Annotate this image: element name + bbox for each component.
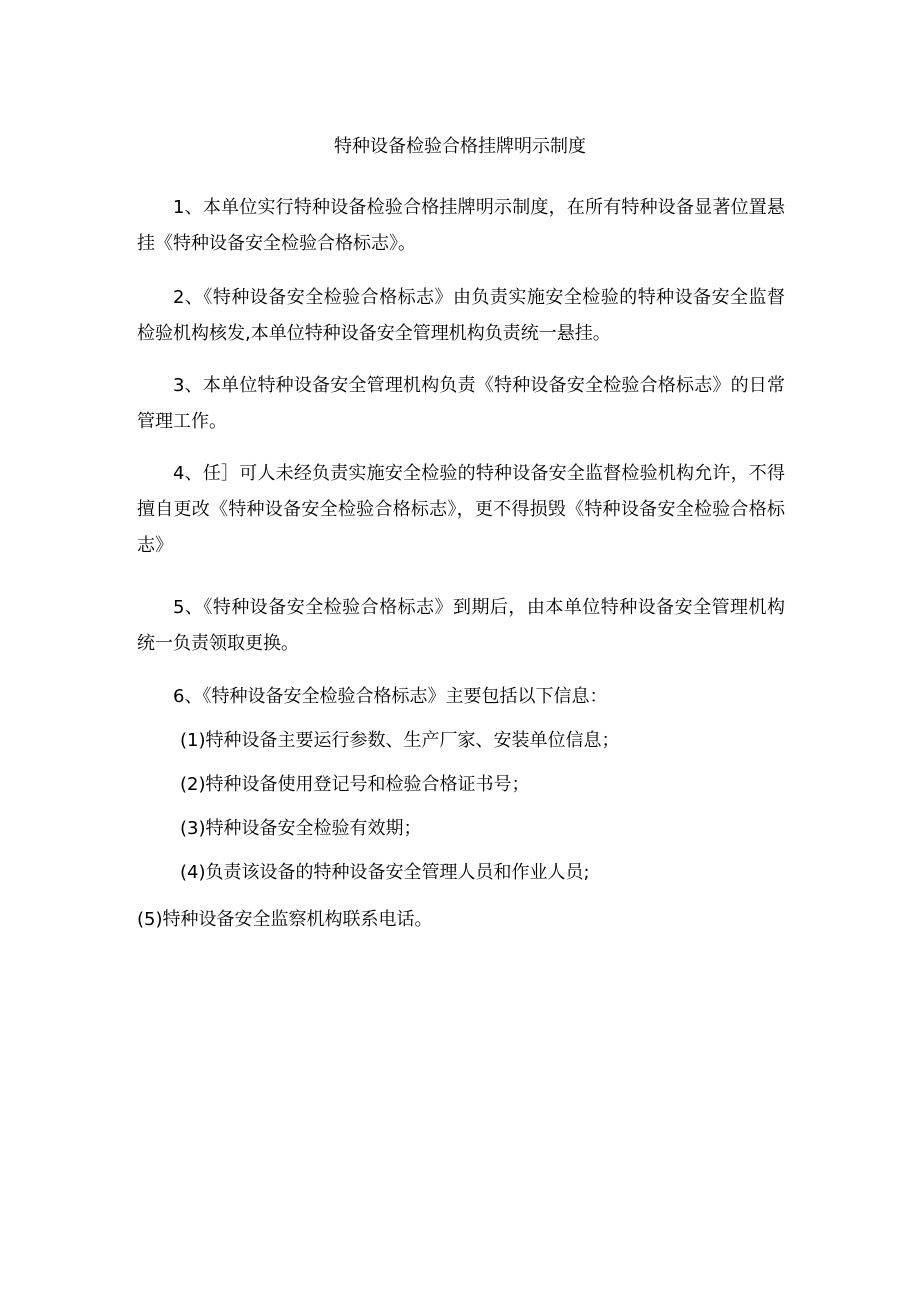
- list-item-1: (1)特种设备主要运行参数、生产厂家、安装单位信息；: [180, 730, 620, 751]
- list-item-5: (5)特种设备安全监察机构联系电话。: [137, 909, 433, 930]
- paragraph-2: 2、《特种设备安全检验合格标志》由负责实施安全检验的特种设备安全监督检验机构核发,本单位特种设备安全管理机构负责统一悬挂。: [137, 287, 785, 344]
- paragraph-4: 4、任］可人未经负责实施安全检验的特种设备安全监督检验机构允许，不得擅自更改《特种设备安全检验合格标志》，更不得损毁《特种设备安全检验合格标志》: [137, 463, 785, 556]
- list-item-4: (4)负责该设备的特种设备安全管理人员和作业人员;: [180, 862, 590, 883]
- paragraph-3: 3、本单位特种设备安全管理机构负责《特种设备安全检验合格标志》的日常管理工作。: [137, 375, 785, 432]
- paragraph-5: 5、《特种设备安全检验合格标志》到期后，由本单位特种设备安全管理机构统一负责领取更换。: [137, 597, 785, 654]
- document-title: 特种设备检验合格挂牌明示制度: [334, 136, 586, 157]
- paragraph-1: 1、本单位实行特种设备检验合格挂牌明示制度，在所有特种设备显著位置悬挂《特种设备安全检验合格标志》。: [137, 197, 785, 254]
- list-item-2: (2)特种设备使用登记号和检验合格证书号；: [180, 774, 530, 795]
- paragraph-6: 6、《特种设备安全检验合格标志》主要包括以下信息：: [173, 686, 608, 707]
- list-item-3: (3)特种设备安全检验有效期；: [180, 818, 422, 839]
